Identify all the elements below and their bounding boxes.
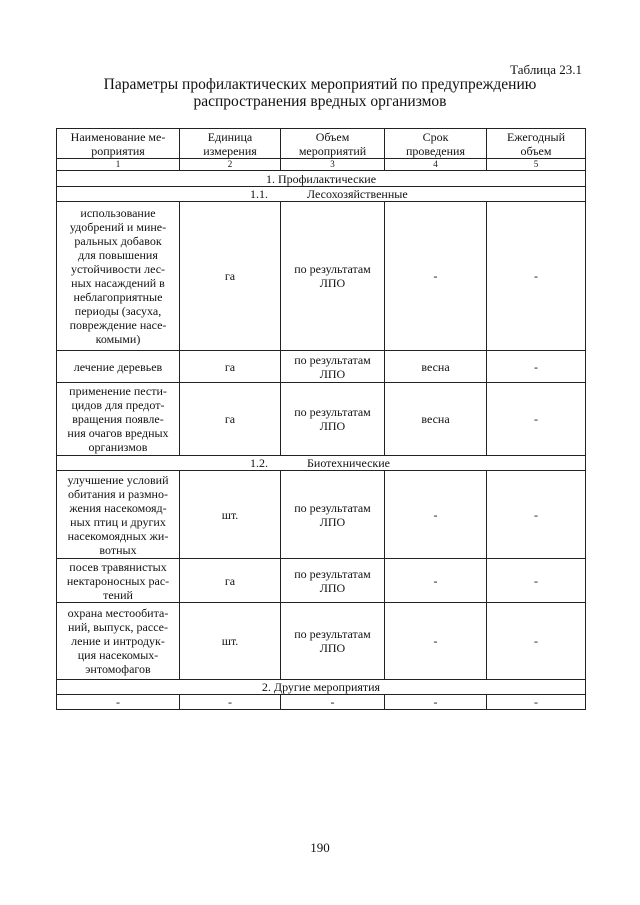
- term-cell: -: [385, 202, 487, 351]
- volume-cell: по результатам ЛПО: [281, 559, 385, 603]
- table-row: [57, 383, 586, 456]
- subsection-row: [57, 456, 586, 471]
- measure-name: посев травянистых нектароносных рас- тений: [57, 559, 180, 603]
- table-label: Таблица 23.1: [510, 62, 582, 77]
- volume-cell: по результатам ЛПО: [281, 202, 385, 351]
- table-row: [57, 559, 586, 603]
- table-row: [57, 603, 586, 680]
- table-row: [57, 695, 586, 710]
- subsection-heading: [57, 456, 586, 471]
- measure-name: охрана местообита- ний, выпуск, рассе- ление и интродук- ция насекомых- энтомофагов: [57, 603, 180, 680]
- column-number: 5: [487, 159, 586, 171]
- subsection-number: 1.2.: [250, 456, 268, 470]
- annual-cell: -: [487, 351, 586, 383]
- unit-cell: шт.: [180, 603, 281, 680]
- header-row: [57, 129, 586, 159]
- subsection-heading: [57, 187, 586, 202]
- unit-cell: шт.: [180, 471, 281, 559]
- annual-cell: -: [487, 383, 586, 456]
- measure-name: улучшение условий обитания и размно- жения насекомояд- ных птиц и других насекомоядных жи- вотных: [57, 471, 180, 559]
- section-row: [57, 171, 586, 187]
- volume-cell: по результатам ЛПО: [281, 351, 385, 383]
- section-row: [57, 680, 586, 695]
- title-line-2: распространения вредных организмов: [193, 93, 447, 110]
- column-number: 4: [385, 159, 487, 171]
- unit-cell: га: [180, 383, 281, 456]
- subsection-name: Лесохозяйственные: [307, 187, 408, 201]
- column-number: 3: [281, 159, 385, 171]
- table-title: [56, 76, 584, 110]
- column-number: 1: [57, 159, 180, 171]
- unit-cell: га: [180, 559, 281, 603]
- unit-cell: -: [180, 695, 281, 710]
- volume-cell: по результатам ЛПО: [281, 383, 385, 456]
- measure-name: использование удобрений и мине- ральных добавок для повышения устойчивости лес- ных насаждений в неблагоприятные периоды (засуха, повреждение насе- комыми): [57, 202, 180, 351]
- table-row: [57, 351, 586, 383]
- annual-cell: -: [487, 471, 586, 559]
- subsection-number: 1.1.: [250, 187, 268, 201]
- header-cell: Наименование ме- роприятия: [57, 129, 180, 159]
- term-cell: весна: [385, 383, 487, 456]
- annual-cell: -: [487, 695, 586, 710]
- annual-cell: -: [487, 603, 586, 680]
- column-number: 2: [180, 159, 281, 171]
- unit-cell: га: [180, 351, 281, 383]
- section-heading: 1. Профилактические: [57, 171, 586, 187]
- table-row: [57, 202, 586, 351]
- term-cell: -: [385, 471, 487, 559]
- term-cell: -: [385, 695, 487, 710]
- section-heading: 2. Другие мероприятия: [57, 680, 586, 695]
- volume-cell: -: [281, 695, 385, 710]
- column-number-row: [57, 159, 586, 171]
- annual-cell: -: [487, 559, 586, 603]
- header-cell: Срок проведения: [385, 129, 487, 159]
- unit-cell: га: [180, 202, 281, 351]
- term-cell: весна: [385, 351, 487, 383]
- measures-table: [56, 128, 586, 710]
- subsection-name: Биотехнические: [307, 456, 390, 470]
- page-number: 190: [310, 840, 330, 855]
- measure-name: лечение деревьев: [57, 351, 180, 383]
- subsection-row: [57, 187, 586, 202]
- volume-cell: по результатам ЛПО: [281, 603, 385, 680]
- volume-cell: по результатам ЛПО: [281, 471, 385, 559]
- header-cell: Объем мероприятий: [281, 129, 385, 159]
- header-cell: Единица измерения: [180, 129, 281, 159]
- title-line-1: Параметры профилактических мероприятий по предупреждению: [103, 76, 537, 93]
- measure-name: применение пести- цидов для предот- вращения появле- ния очагов вредных организмов: [57, 383, 180, 456]
- term-cell: -: [385, 559, 487, 603]
- header-cell: Ежегодный объем: [487, 129, 586, 159]
- term-cell: -: [385, 603, 487, 680]
- annual-cell: -: [487, 202, 586, 351]
- table-row: [57, 471, 586, 559]
- measure-name: -: [57, 695, 180, 710]
